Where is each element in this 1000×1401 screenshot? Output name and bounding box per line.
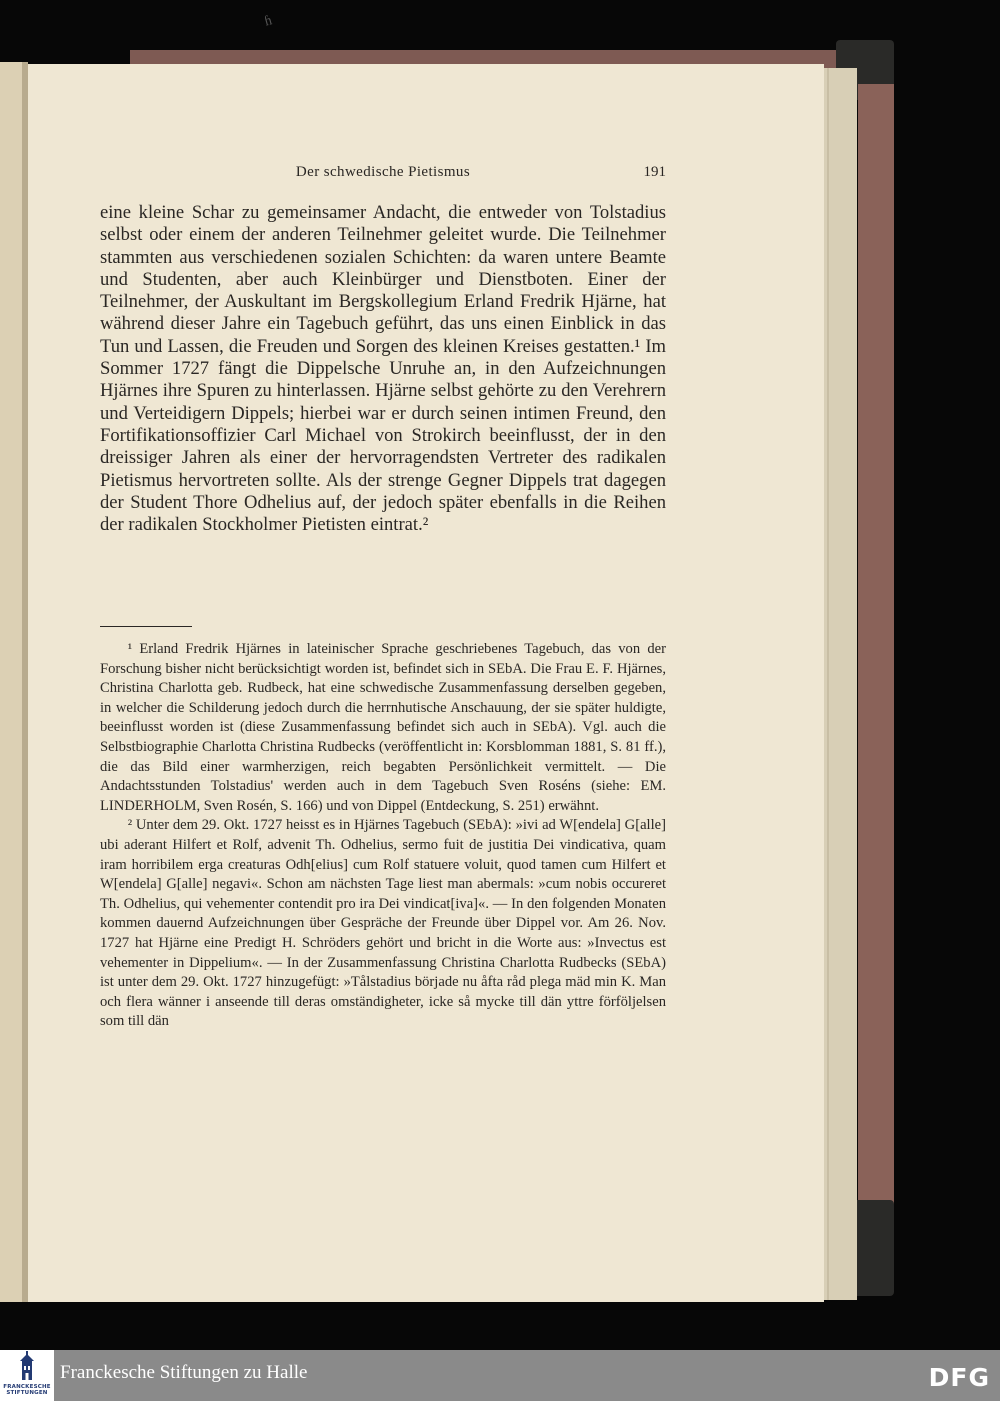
footnote-2: ² Unter dem 29. Okt. 1727 heisst es in Hjärnes Tagebuch (SEbA): »ivi ad W[endela] G[alle] ubi aderant Hilfert et Rolf, advenit Th. Odhelius, sermo fuit de justitia Dei vindicativa, quam iram horribilem erga creaturas Odh[elius] cum Rolf statuere voluit, quod tamen cum Hilfert et W[endela] G[alle] negavi«. Schon am nächsten Tage liest man abermals: »cum nobis occureret Th. Odhelius, qui vehementer contendit pro ira Dei vindicat[iva]«. — In den folgenden Monaten kommen dauernd Aufzeichnungen über Gespräche der Freunde über Dippel vor. Am 26. Nov. 1727 hat Hjärne eine Predigt H. Schröders gehört und bricht in die Worte aus: »Invectus est vehementer in Dippelium«. — In der Zusammenfassung Christina Charlotta Rudbecks (SEbA) ist unter dem 29. Okt. 1727 hinzugefügt: »Tålstadius började nu åfta råd plega mäd min K. Man och flera wänner i anseende till deras omständigheter, icke så mycke till dän yttre förföljelsen som till dän xyxy=(100,817,666,1030)
dfg-logo[interactable]: DFG xyxy=(928,1363,990,1392)
building-icon xyxy=(0,1350,54,1384)
main-text xyxy=(100,202,666,536)
left-page-edge xyxy=(0,62,22,1302)
footnotes xyxy=(100,640,666,1032)
viewer-footer xyxy=(0,1350,1000,1401)
running-head-title: Der schwedische Pietismus xyxy=(295,164,471,180)
franckesche-logo[interactable] xyxy=(0,1350,54,1401)
footer-title: Franckesche Stiftungen zu Halle xyxy=(60,1362,308,1383)
footnote-1: ¹ Erland Fredrik Hjärnes in lateinischer Sprache geschriebenes Tagebuch, das von der Forschung bisher nicht berücksichtigt worden ist, befindet sich in SEbA. Die Frau E. F. Hjärnes, Christina Charlotta geb. Rudbeck, hat eine schwedische Zusammenfassung derselben gegeben, in welcher die Schilderung jedoch durch die herrnhutische Anschauung, der sie später huldigte, beeinflusst worden ist (diese Zusammenfassung befindet sich auch in SEbA). Vgl. auch die Selbstbiographie Charlotta Christina Rudbecks (veröffentlicht in: Korsblomman 1881, S. 81 ff.), die das Bild einer warmherzigen, reich begabten Persönlichkeit vermittelt. — Die Andachtsstunden Tolstadius' werden auch in dem Tagebuch Sven Roséns (siehe: EM. LINDERHOLM, Sven Rosén, S. 166) und von Dippel (Entdeckung, S. 251) erwähnt. xyxy=(100,641,666,814)
page-number: 191 xyxy=(643,164,666,180)
running-head xyxy=(100,164,666,188)
footnote-rule xyxy=(100,626,192,627)
book-page xyxy=(28,64,824,1302)
body-paragraph: eine kleine Schar zu gemeinsamer Andacht, die entweder von Tolstadius selbst oder einem der anderen Teilnehmer geleitet wurde. Die Teilnehmer stammten aus verschiedenen sozialen Schichten: da waren untere Beamte und Studenten, aber auch Kleinbürger und Dienstboten. Einer der Teilnehmer, der Auskultant im Bergskollegium Erland Fredrik Hjärne, hat während dieser Jahre ein Tagebuch geführt, das uns einen Einblick in das Tun und Lassen, die Freuden und Sorgen des kleinen Kreises gestatten.¹ Im Sommer 1727 fängt die Dippelsche Unruhe an, in den Aufzeichnungen Hjärnes ihre Spuren zu hinterlassen. Hjärne selbst gehörte zu den Verehrern und Verteidigern Dippels; hierbei war er durch seinen intimen Freund, den Fortifikationsoffizier Carl Michael von Strokirch beeinflusst, der in den dreissiger Jahren als einer der hervorragendsten Vertreter des radikalen Pietismus hervortreten sollte. Als der strenge Gegner Dippels trat dagegen der Student Thore Odhelius auf, der jedoch später ebenfalls in die Reihen der radikalen Stockholmer Pietisten eintrat.² xyxy=(100,202,666,536)
page-stack-edge xyxy=(820,68,857,1300)
logo-text: FRANCKESCHE STIFTUNGEN xyxy=(3,1384,51,1397)
pencil-mark: ɦ xyxy=(263,13,274,30)
book-cover-right xyxy=(858,84,894,1284)
